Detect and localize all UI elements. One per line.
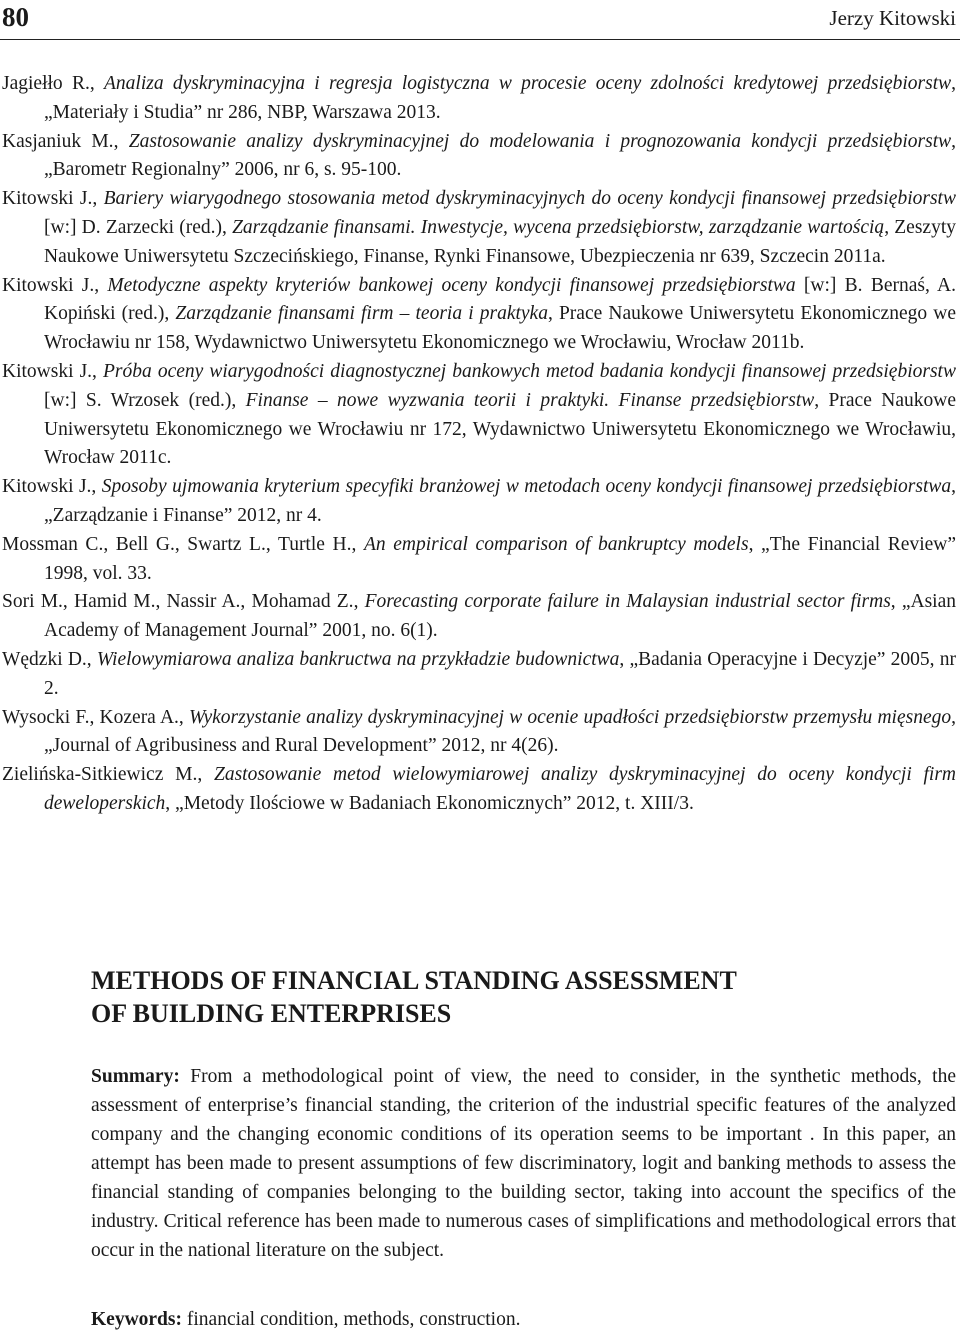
- ref-editors: [w:] B. Bernaś, A. Kopiński (red.),: [44, 274, 956, 325]
- ref-author: Kasjaniuk M.: [2, 130, 114, 152]
- ref-author: Mossman C., Bell G., Swartz L., Turtle H.: [2, 533, 352, 555]
- ref-title: Bariery wiarygodnego stosowania metod dyskryminacyjnych do oceny kondycji finansowej przedsiębiorstw: [103, 188, 956, 210]
- english-title-line-2: OF BUILDING ENTERPRISES: [91, 999, 452, 1028]
- ref-title: Zastosowanie metod wielowymiarowej analizy dyskryminacyjnej do oceny kondycji firm deweloperskich: [44, 764, 957, 814]
- ref-book-title: Finanse – nowe wyzwania teorii i praktyki. Finanse przedsiębiorstw: [245, 389, 815, 411]
- reference-item: Sori M., Hamid M., Nassir A., Mohamad Z., Forecasting corporate failure in Malaysian industrial sector firms, „Asian Academy of Management Journal” 2001, no. 6(1).: [2, 591, 956, 642]
- summary-paragraph: [91, 1062, 956, 1265]
- ref-editors: [w:] S. Wrzosek (red.),: [44, 389, 246, 411]
- ref-editors: [w:] D. Zarzecki (red.),: [44, 216, 233, 238]
- ref-title: Wykorzystanie analizy dyskryminacyjnej w ocenie upadłości przedsiębiorstw przemysłu mięsnego: [188, 706, 952, 728]
- summary-label: Summary:: [91, 1066, 180, 1087]
- ref-author: Jagiełło R.: [2, 73, 90, 94]
- ref-author: Wysocki F., Kozera A.: [2, 706, 179, 728]
- ref-title: Sposoby ujmowania kryterium specyfiki branżowej w metodach oceny kondycji finansowej przedsiębiorstwa: [101, 476, 952, 498]
- summary-text: From a methodological point of view, the need to consider, in the synthetic methods, the assessment of enterprise’s financial standing, the criterion of the industrial specific features of the analyzed company and the changing economic conditions of its operation seems to be important . In this paper, an attempt has been made to present assumptions of few discriminatory, logit and banking methods to assess the financial standing of companies belonging to the building sector, taking into account the specifics of the industry. Critical reference has been made to numerous cases of simplifications and methodological errors that occur in the national literature on the subject.: [91, 1066, 956, 1261]
- ref-author: Kitowski J.: [2, 274, 95, 296]
- ref-source: , Prace Naukowe Uniwersytetu Ekonomicznego we Wrocławiu nr 172, Wydawnictwo Uniwersytetu Ekonomicznego we Wrocławiu, Wrocław 2011c.: [44, 389, 956, 469]
- page-header: [0, 0, 960, 40]
- reference-item: Mossman C., Bell G., Swartz L., Turtle H., An empirical comparison of bankruptcy models, „The Financial Review” 1998, vol. 33.: [2, 533, 956, 584]
- keywords-label: Keywords:: [91, 1309, 182, 1330]
- keywords-text: financial condition, methods, construction.: [182, 1309, 521, 1330]
- reference-item: Wysocki F., Kozera A., Wykorzystanie analizy dyskryminacyjnej w ocenie upadłości przedsiębiorstw przemysłu mięsnego, „Journal of Agribusiness and Rural Development” 2012, nr 4(26).: [2, 706, 957, 757]
- running-head-author: Jerzy Kitowski: [829, 6, 956, 30]
- ref-source: , „Badania Operacyjne i Decyzje” 2005, nr 2.: [44, 648, 956, 699]
- ref-author: Sori M., Hamid M., Nassir A., Mohamad Z.: [2, 591, 354, 613]
- ref-title: Zastosowanie analizy dyskryminacyjnej do modelowania i prognozowania kondycji przedsiębiorstw: [128, 130, 952, 152]
- reference-item: Wędzki D., Wielowymiarowa analiza bankructwa na przykładzie budownictwa, „Badania Operacyjne i Decyzje” 2005, nr 2.: [2, 648, 956, 699]
- ref-author: Wędzki D.: [2, 648, 87, 670]
- ref-title: Próba oceny wiarygodności diagnostycznej bankowych metod badania kondycji finansowej przedsiębiorstw: [103, 360, 956, 382]
- reference-item: Jagiełło R., Analiza dyskryminacyjna i regresja logistyczna w procesie oceny zdolności kredytowej przedsiębiorstw, „Materiały i Studia” nr 286, NBP, Warszawa 2013.: [2, 73, 956, 123]
- ref-source: , „Journal of Agribusiness and Rural Development” 2012, nr 4(26).: [44, 706, 957, 757]
- ref-title: Wielowymiarowa analiza bankructwa na przykładzie budownictwa: [96, 648, 620, 670]
- ref-author: Zielińska-Sitkiewicz M.: [2, 764, 198, 786]
- ref-source: , „Metody Ilościowe w Badaniach Ekonomicznych” 2012, t. XIII/3.: [165, 792, 694, 814]
- reference-item: Kitowski J., Próba oceny wiarygodności diagnostycznej bankowych metod badania kondycji finansowej przedsiębiorstw [w:] S. Wrzosek (red.), Finanse – nowe wyzwania teorii i praktyki. Finanse przedsiębiorstw, Prace Naukowe Uniwersytetu Ekonomicznego we Wrocławiu nr 172, Wydawnictwo Uniwersytetu Ekonomicznego we Wrocławiu, Wrocław 2011c.: [2, 360, 956, 469]
- ref-book-title: Zarządzanie finansami. Inwestycje, wycena przedsiębiorstw, zarządzanie wartością: [232, 216, 885, 238]
- reference-list: [2, 70, 956, 819]
- ref-book-title: Zarządzanie finansami firm – teoria i praktyka: [175, 303, 548, 325]
- reference-item: Zielińska-Sitkiewicz M., Zastosowanie metod wielowymiarowej analizy dyskryminacyjnej do oceny kondycji firm deweloperskich, „Metody Ilościowe w Badaniach Ekonomicznych” 2012, t. XIII/3.: [2, 764, 957, 814]
- ref-source: , „Barometr Regionalny” 2006, nr 6, s. 95-100.: [44, 130, 957, 181]
- ref-source: , „Zarządzanie i Finanse” 2012, nr 4.: [44, 476, 956, 526]
- ref-title: Metodyczne aspekty kryteriów bankowej oceny kondycji finansowej przedsiębiorstwa: [107, 274, 796, 296]
- page-number: 80: [2, 2, 29, 32]
- ref-title: Analiza dyskryminacyjna i regresja logistyczna w procesie oceny zdolności kredytowej przedsiębiorstw: [104, 73, 952, 94]
- ref-title: An empirical comparison of bankruptcy models: [363, 533, 749, 555]
- ref-source: , „Asian Academy of Management Journal” 2001, no. 6(1).: [44, 591, 956, 642]
- reference-item: Kitowski J., Bariery wiarygodnego stosowania metod dyskryminacyjnych do oceny kondycji finansowej przedsiębiorstw [w:] D. Zarzecki (red.), Zarządzanie finansami. Inwestycje, wycena przedsiębiorstw, zarządzanie wartością, Zeszyty Naukowe Uniwersytetu Szczecińskiego, Finanse, Rynki Finansowe, Ubezpieczenia nr 639, Szczecin 2011a.: [2, 188, 956, 267]
- keywords-paragraph: [91, 1305, 956, 1334]
- ref-source: , „Materiały i Studia” nr 286, NBP, Warszawa 2013.: [44, 73, 956, 123]
- ref-source: , Zeszyty Naukowe Uniwersytetu Szczecińskiego, Finanse, Rynki Finansowe, Ubezpieczenia nr 639, Szczecin 2011a.: [44, 216, 956, 267]
- reference-item: Kasjaniuk M., Zastosowanie analizy dyskryminacyjnej do modelowania i prognozowania kondycji przedsiębiorstw, „Barometr Regionalny” 2006, nr 6, s. 95-100.: [2, 130, 957, 181]
- header-rule: [0, 39, 960, 40]
- ref-author: Kitowski J.: [2, 476, 92, 498]
- ref-title: Forecasting corporate failure in Malaysian industrial sector firms: [364, 591, 891, 613]
- ref-source: , „The Financial Review” 1998, vol. 33.: [44, 533, 956, 584]
- ref-author: Kitowski J.: [2, 188, 93, 210]
- english-title-line-1: METHODS OF FINANCIAL STANDING ASSESSMENT: [91, 966, 737, 995]
- english-title: [91, 964, 941, 1030]
- ref-source: , Prace Naukowe Uniwersytetu Ekonomicznego we Wrocławiu nr 158, Wydawnictwo Uniwersytetu Ekonomicznego we Wrocławiu, Wrocław 2011b.: [44, 303, 956, 354]
- ref-author: Kitowski J.: [2, 360, 93, 382]
- reference-item: Kitowski J., Metodyczne aspekty kryteriów bankowej oceny kondycji finansowej przedsiębiorstwa [w:] B. Bernaś, A. Kopiński (red.), Zarządzanie finansami firm – teoria i praktyka, Prace Naukowe Uniwersytetu Ekonomicznego we Wrocławiu nr 158, Wydawnictwo Uniwersytetu Ekonomicznego we Wrocławiu, Wrocław 2011b.: [2, 274, 956, 354]
- reference-item: Kitowski J., Sposoby ujmowania kryterium specyfiki branżowej w metodach oceny kondycji finansowej przedsiębiorstwa, „Zarządzanie i Finanse” 2012, nr 4.: [2, 476, 956, 526]
